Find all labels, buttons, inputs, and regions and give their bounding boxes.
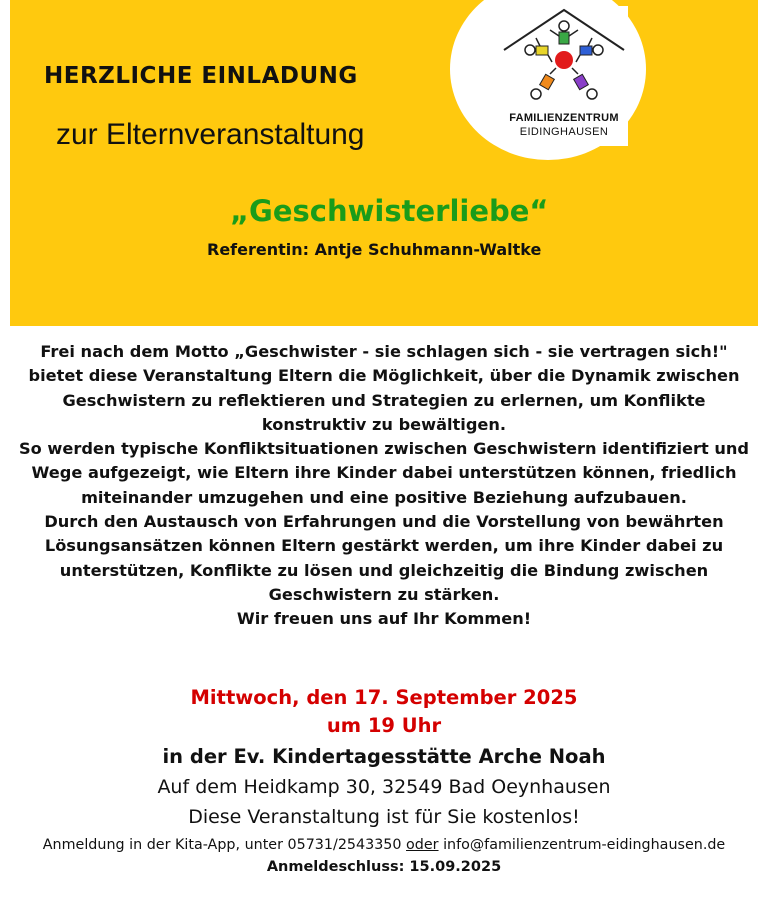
event-title: „Geschwisterliebe“ — [230, 194, 549, 228]
cost-note: Diese Veranstaltung ist für Sie kostenlos! — [188, 806, 580, 828]
invitation-subheading: zur Elternveranstaltung — [56, 118, 365, 151]
invitation-heading: HERZLICHE EINLADUNG — [44, 63, 358, 89]
event-address: Auf dem Heidkamp 30, 32549 Bad Oeynhausen — [157, 776, 611, 798]
description-line: Wege aufgezeigt, wie Eltern ihre Kinder dabei unterstützen können, friedlich — [31, 463, 737, 483]
description-line: Wir freuen uns auf Ihr Kommen! — [236, 609, 532, 629]
description-line: So werden typische Konfliktsituationen zwischen Geschwistern identifiziert und — [19, 439, 749, 459]
logo-name-line2: EIDINGHAUSEN — [519, 126, 609, 138]
registration-info — [0, 837, 768, 853]
description-line: unterstützen, Konflikte zu lösen und gleichzeitig die Bindung zwischen — [59, 560, 709, 580]
event-description — [0, 340, 768, 632]
children-circle-roof-logo-icon — [500, 6, 628, 112]
description-line: konstruktiv zu bewältigen. — [261, 414, 507, 434]
event-time: um 19 Uhr — [326, 714, 442, 737]
event-venue: in der Ev. Kindertagesstätte Arche Noah — [162, 745, 606, 768]
description-line: Geschwistern zu reflektieren und Strategien zu erlernen, um Konflikte — [62, 390, 706, 410]
registration-text: Anmeldung in der Kita-App, unter 05731/2543350 — [42, 837, 407, 853]
description-line: miteinander umzugehen und eine positive Beziehung aufzubauen. — [81, 487, 687, 507]
speaker: Referentin: Antje Schuhmann-Waltke — [207, 240, 542, 259]
registration-deadline: Anmeldeschluss: 15.09.2025 — [266, 859, 502, 875]
logo-name-line1: FAMILIENZENTRUM — [509, 112, 619, 124]
description-line: Lösungsansätzen können Eltern gestärkt werden, um ihre Kinder dabei zu — [44, 536, 724, 556]
registration-email: info@familienzentrum-eidinghausen.de — [438, 837, 726, 853]
description-line: Frei nach dem Motto „Geschwister - sie schlagen sich - sie vertragen sich!" — [40, 342, 728, 361]
event-date: Mittwoch, den 17. September 2025 — [190, 686, 578, 709]
description-line: Geschwistern zu stärken. — [268, 584, 500, 604]
familienzentrum-logo — [500, 6, 628, 146]
registration-or: oder — [406, 837, 439, 853]
header-banner — [10, 0, 758, 326]
description-line: Durch den Austausch von Erfahrungen und die Vorstellung von bewährten — [44, 512, 724, 532]
description-line: bietet diese Veranstaltung Eltern die Möglichkeit, über die Dynamik zwischen — [28, 366, 740, 386]
